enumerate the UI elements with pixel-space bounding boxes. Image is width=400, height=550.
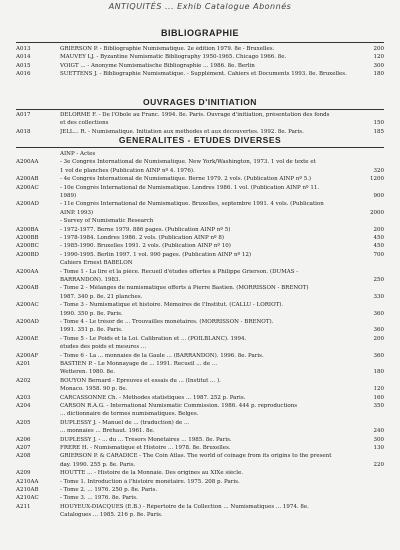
catalogue-entry — [16, 193, 384, 201]
entry-text: - Tome 1 - La lire et la pièce. Recueil d'études offertes à Philippe Grierson. (DUMAS - — [60, 268, 299, 275]
entry-price: 200 — [373, 226, 384, 233]
entry-code: A201 — [16, 361, 31, 367]
catalogue-entry — [16, 411, 384, 419]
entry-text: GRIERSON P. - Bibliographie Numismatique. 2e édition 1979. 8e - Bruxelles. — [60, 46, 275, 52]
entry-text: CARSON R.A.G. - International Numismatic Commission. 1986. 444 p. reproductions — [60, 403, 298, 409]
entry-text: - 1978-1984. Londres 1986. 2 vols. (Publication AINP nº 8) — [60, 235, 224, 241]
catalogue-entry — [16, 386, 384, 394]
catalogue-entry — [16, 353, 384, 361]
entry-text: et des collections — [60, 120, 109, 127]
entry-text: - 1972-1977. Berne 1979. 886 pages. (Publication AINP nº 5) — [60, 226, 231, 233]
entry-code: A207 — [16, 445, 31, 451]
entry-price: 2000 — [370, 209, 384, 216]
section-title: OUVRAGES D'INITIATION — [143, 97, 257, 107]
entry-text: GRIERSON P. & CARADICE - The Coin Atlas. The world of coinage from its origins to the present — [60, 453, 332, 460]
entry-code: A200AD — [16, 319, 39, 325]
entry-text: AINP. 1993) — [60, 209, 94, 216]
entry-code: A200AB — [16, 176, 39, 183]
catalogue-entry — [16, 252, 384, 260]
section-rule — [16, 147, 384, 148]
catalogue-entry — [16, 395, 384, 403]
entry-text: - 4e Congrès International de Numismatique. Berne 1979. 2 vols. (Publication AINP nº 5.) — [60, 176, 312, 183]
entry-text: - Tome 5 - Le Poids et la Loi. Calibration et ... (POILBLANC). 1994. — [60, 335, 247, 342]
catalogue-entry — [16, 269, 384, 277]
entry-code: A203 — [16, 394, 31, 401]
section-title: GENERALITES - ETUDES DIVERSES — [118, 135, 282, 145]
entry-code: A014 — [16, 54, 31, 61]
entry-text: VOIGT ... - Anonyme Numismatische Bibliographie ... 1986. 8e. Berlin — [60, 62, 255, 69]
entry-price: 360 — [373, 310, 384, 317]
catalogue-entry — [16, 63, 384, 71]
entry-code: A200AA — [16, 268, 39, 275]
entry-price: 450 — [373, 235, 384, 241]
catalogue-entry — [16, 235, 384, 243]
entry-text: - Survey of Numismatic Research — [60, 218, 154, 225]
section-rule — [16, 109, 384, 110]
entry-text: DUPLESSY J. - ... du ... Trésors Monétaires ... 1985. 8e. Paris. — [60, 436, 232, 443]
entry-price: 360 — [373, 352, 384, 359]
entry-price: 360 — [373, 327, 384, 334]
entry-text: - 3e Congrès International de Numismatique. New York/Washington, 1973. 1 vol de texte et — [60, 159, 316, 166]
entry-code: A210AB — [16, 487, 39, 493]
entry-price: 300 — [373, 62, 384, 69]
entry-code: A208 — [16, 453, 31, 460]
entry-text: 1990. 350 p. 8e. Paris. — [60, 310, 123, 317]
entry-text: - Tome 3. ... 1976. 8e. Paris. — [60, 495, 138, 502]
catalogue-entry — [16, 403, 384, 411]
entry-text: Wetteren. 1980. 8e. — [60, 369, 116, 376]
entry-text: DELORME F. - De l'Obole au Franc. 1994. 8e. Paris. Ouvrage d'initiation, présentation des fonds — [60, 112, 330, 118]
catalogue-entry — [16, 112, 384, 120]
catalogue-entry — [16, 470, 384, 478]
entry-text: 1 vol de planches (Publication AINP nº 4. 1976). — [60, 167, 195, 174]
catalogue-entry — [16, 277, 384, 285]
entry-code: A200AC — [16, 302, 39, 309]
entry-text: - Tome 3 - Numismatique et histoire. Mémoires de l'Institut. (CALLU - LORIOT). — [60, 302, 284, 309]
entry-code: A200AA — [16, 159, 39, 166]
catalogue-entry — [16, 46, 384, 54]
entry-text: - Tome 2. ... 1976. 250 p. 8e. Paris. — [60, 487, 158, 493]
entry-code: A204 — [16, 403, 31, 409]
catalogue-entry — [16, 71, 384, 79]
entry-text: - Tome 4 - Le trésor de ... Trouvailles monétaires. (MORRISSON - BRENOT). — [60, 319, 274, 325]
entry-code: A013 — [16, 46, 31, 52]
entry-price: 450 — [373, 243, 384, 250]
entry-text: - 11e Congrès International de Numismatique. Bruxelles, septembre 1991. 4 vols. (Publication — [60, 201, 324, 208]
entry-code: A209 — [16, 470, 31, 477]
catalogue-entry — [16, 369, 384, 377]
entry-code: A015 — [16, 62, 31, 69]
entry-text: BASTIEN P. - Le Monnayage de ... 1991. Recueil ... de ... — [60, 361, 218, 367]
entry-price: 180 — [373, 369, 384, 376]
catalogue-entry — [16, 378, 384, 386]
entry-text: - 1990-1995. Berlin 1997. 1 vol. 990 pages. (Publication AINP nº 12) — [60, 251, 252, 258]
entry-code: A210AC — [16, 495, 39, 502]
entry-code: A017 — [16, 112, 31, 118]
catalogue-entry — [16, 504, 384, 512]
entry-price: 220 — [373, 461, 384, 468]
entry-price: 150 — [373, 120, 384, 127]
entry-text: Monaco. 1958. 90 p. 8e. — [60, 386, 128, 393]
catalogue-entry — [16, 336, 384, 344]
catalogue-entry — [16, 327, 384, 335]
section-title: BIBLIOGRAPHIE — [160, 28, 239, 38]
entry-code: A200AB — [16, 285, 39, 292]
entry-text: Catalogues ... 1985. 216 p. 8e. Paris. — [60, 512, 163, 519]
entry-text: CARCASSONNE Ch. - Méthodes statistiques ... 1987. 252 p. Paris. — [60, 394, 246, 401]
entry-price: 200 — [373, 335, 384, 342]
entry-price: 320 — [373, 167, 384, 174]
entry-code: A206 — [16, 436, 31, 443]
catalogue-entry — [16, 487, 384, 495]
entry-price: 240 — [373, 428, 384, 435]
entry-text: Cahiers Ernest BABELON — [60, 260, 133, 267]
entry-code: A200AF — [16, 352, 39, 359]
catalogue-entry — [16, 168, 384, 176]
entry-text: AINP - Actes — [60, 151, 96, 157]
entry-code: A210AA — [16, 478, 39, 485]
entry-text: études des poids et mesures ... — [60, 344, 147, 351]
entry-price: 185 — [373, 128, 384, 135]
entry-text: DUPLESSY J. - Manuel de ... (traduction) de ... — [60, 419, 190, 426]
entry-code: A211 — [16, 503, 31, 510]
entry-price: 900 — [373, 193, 384, 199]
entry-price: 350 — [373, 403, 384, 409]
entry-text: MAUVEY LJ. - Byzantine Numismatic Bibliography 1950-1965. Chicago 1966. 8e. — [60, 54, 287, 61]
catalogue-entry — [16, 479, 384, 487]
entry-text: BARRANDON). 1983. — [60, 277, 121, 283]
catalogue-entry — [16, 495, 384, 503]
entry-code: A200AE — [16, 335, 39, 342]
section-rule — [16, 42, 384, 43]
entry-price: 200 — [373, 46, 384, 52]
entry-text: FRERE H. - Numismatique et Histoire ... 1978. 8e. Bruxelles. — [60, 445, 231, 451]
entry-code: A016 — [16, 71, 31, 78]
entry-text: ... dictionnaire de termes numismatiques. Belges. — [60, 411, 199, 418]
entry-price: 1200 — [370, 176, 384, 183]
entry-text: 1989) — [60, 193, 77, 199]
entry-text: SUETTENS J. - Bibliographie Numismatique. - Supplément. Cahiers et Documents 1993. 8e. Bruxelles. — [60, 71, 347, 78]
entry-code: A200AD — [16, 201, 39, 208]
catalogue-entry — [16, 462, 384, 470]
entry-code: A200AC — [16, 184, 39, 191]
catalogue-entry — [16, 120, 384, 128]
entry-price: 130 — [373, 445, 384, 451]
catalogue-entry — [16, 294, 384, 302]
entry-text: 1991. 351 p. 8e. Paris. — [60, 327, 123, 334]
catalogue-entry — [16, 344, 384, 352]
entry-price: 160 — [373, 394, 384, 401]
catalogue-entry — [16, 218, 384, 226]
entry-code: A200BC — [16, 243, 39, 250]
entry-price: 120 — [373, 386, 384, 393]
catalogue-entry — [16, 285, 384, 293]
handwritten-note: ANTIQUITÉS ... Exhib Catalogue Abonnés — [108, 2, 292, 11]
entry-price: 700 — [373, 251, 384, 258]
catalogue-entry — [16, 201, 384, 209]
catalogue-entry — [16, 260, 384, 268]
catalogue-entry — [16, 420, 384, 428]
catalogue-entry — [16, 159, 384, 167]
entry-text: 1987. 340 p. 8e. 21 planches. — [60, 293, 143, 300]
catalogue-entry — [16, 210, 384, 218]
entry-code: A200BB — [16, 235, 39, 241]
catalogue-entry — [16, 445, 384, 453]
entry-code: A018 — [16, 128, 31, 135]
catalogue-entry — [16, 302, 384, 310]
entry-price: 120 — [373, 54, 384, 61]
catalogue-entry — [16, 176, 384, 184]
catalogue-entry — [16, 512, 384, 520]
entry-text: - Tome 2 - Mélanges de numismatique offerts à Pierre Bastien. (MORRISSON - BRENOT) — [60, 285, 309, 292]
catalogue-entry — [16, 428, 384, 436]
entry-text: - 10e Congrès International de Numismatique. Londres 1986. 1 vol. (Publication AINP nº 11. — [60, 184, 320, 191]
entry-text: HOUYEUX-DIACQUES (E.B.) - Répertoire de la Collection ... Numismatiques ... 1974. 8e. — [60, 503, 309, 510]
entry-code: A202 — [16, 377, 31, 384]
catalogue-entry — [16, 243, 384, 251]
entry-text: ... monnaies ... Bréhaut. 1961. 8e. — [60, 428, 155, 435]
catalogue-entry — [16, 227, 384, 235]
entry-text: - Tome 1. Introduction à l'histoire monétaire. 1975. 208 p. Paris. — [60, 478, 240, 485]
entry-text: BOUYON Bernard - Epreuves et essais du ... (Institut ... ). — [60, 377, 221, 384]
catalogue-entry — [16, 361, 384, 369]
entry-text: JELL... R. - Numismatique. Initiation aux méthodes et aux découvertes. 1992. 8e. Paris. — [60, 128, 304, 135]
entry-price: 250 — [373, 277, 384, 283]
entry-code: A200BD — [16, 251, 39, 258]
entry-text: - Tome 6 - La ... monnaies de la Gaule ... (BARRANDON). 1996. 8e. Paris. — [60, 352, 264, 359]
catalogue-entry — [16, 311, 384, 319]
entry-price: 330 — [373, 293, 384, 300]
catalogue-entry — [16, 319, 384, 327]
entry-text: day. 1990. 255 p. 8e. Paris. — [60, 461, 136, 468]
catalogue-entry — [16, 54, 384, 62]
entry-price: 300 — [373, 436, 384, 443]
entry-text: HOUTTE ... - Histoire de la Monnaie. Des origines au XIXe siècle. — [60, 470, 243, 477]
entry-price: 180 — [373, 71, 384, 78]
catalogue-entry — [16, 151, 384, 159]
entry-text: - 1985-1990. Bruxelles 1991. 2 vols. (Publication AINP nº 10) — [60, 243, 231, 250]
catalogue-entry — [16, 437, 384, 445]
entry-code: A200BA — [16, 226, 39, 233]
entry-code: A205 — [16, 419, 31, 426]
catalogue-entry — [16, 185, 384, 193]
catalogue-entry — [16, 453, 384, 461]
